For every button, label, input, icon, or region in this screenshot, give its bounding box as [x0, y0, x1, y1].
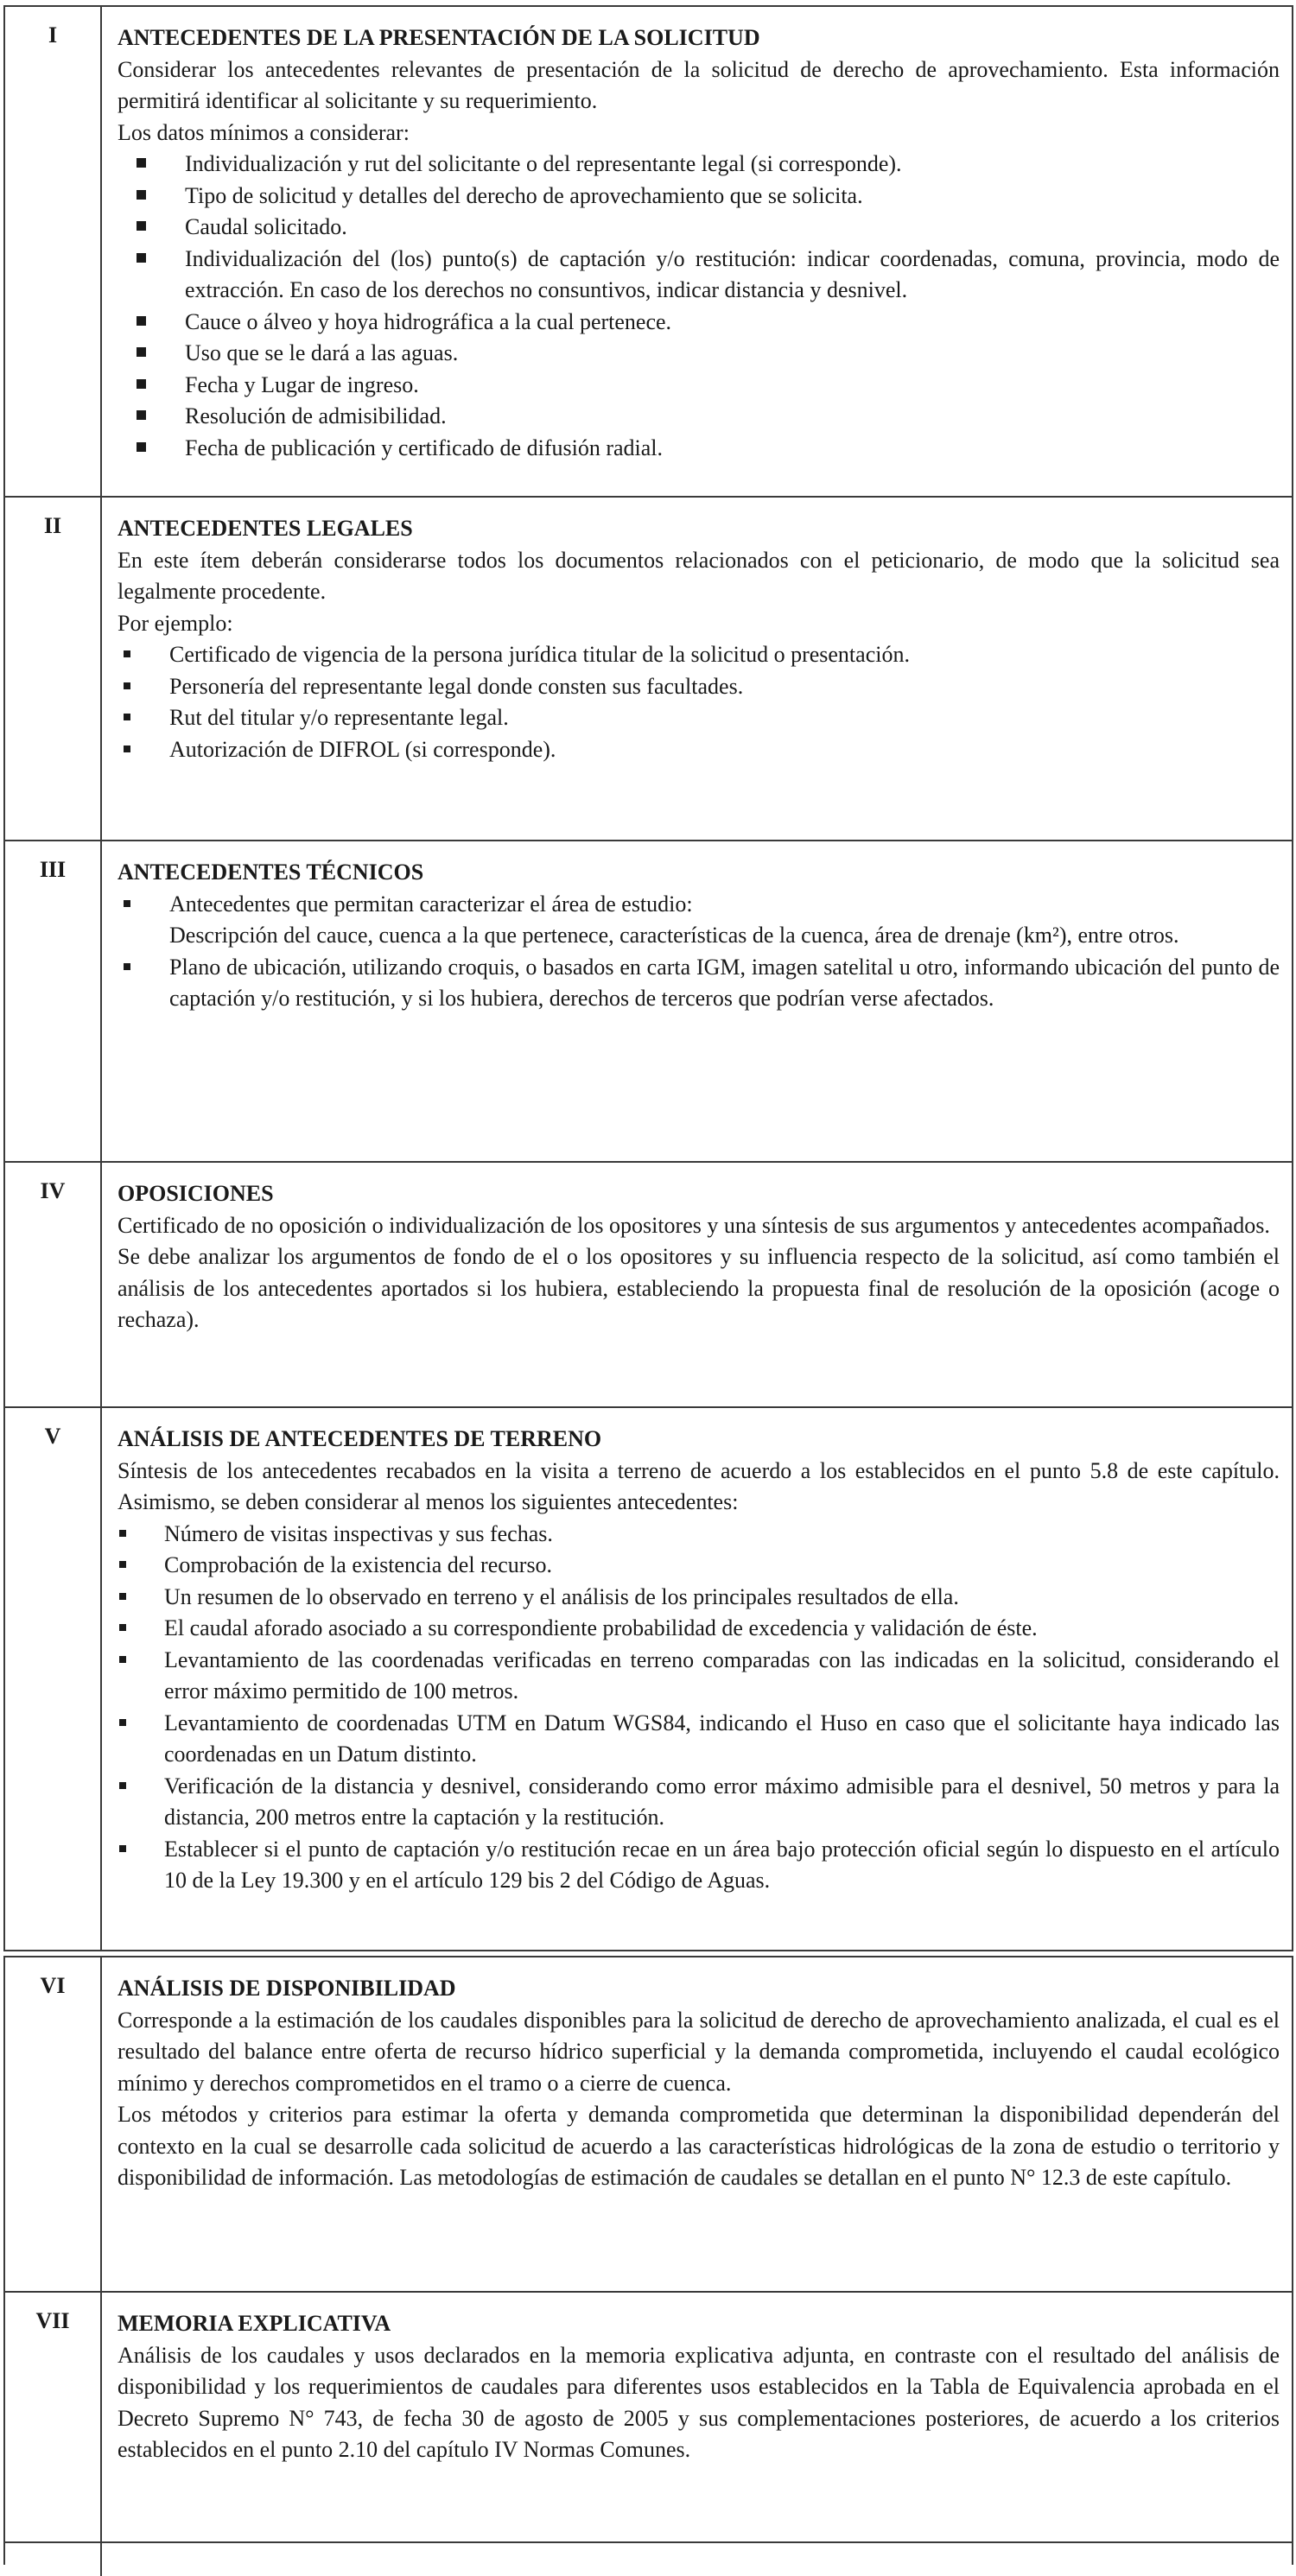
square-bullet-icon: [119, 1719, 126, 1726]
square-bullet-icon: [124, 900, 130, 907]
section-row-iii: [5, 840, 1292, 1161]
requirements-table-1: [3, 5, 1293, 1951]
section-row-i: [5, 7, 1292, 496]
list-item: Individualización y rut del solicitante o del representante legal (si corresponde).: [118, 149, 1280, 181]
section-row-ii: [5, 496, 1292, 840]
bullet-list: [118, 639, 1280, 765]
section-content: [118, 2308, 1280, 2466]
section-paragraph: Considerar los antecedentes relevantes de presentación de la solicitud de derecho de aprovechamiento. Esta información permitirá identificar al solicitante y su requerimiento.: [118, 56, 1280, 113]
list-item: Rut del titular y/o representante legal.: [118, 702, 1280, 734]
square-bullet-icon: [124, 650, 130, 657]
square-bullet-icon: [119, 1656, 126, 1663]
section-row-iv: [5, 1161, 1292, 1406]
list-item: Establecer si el punto de captación y/o restitución recae en un área bajo protección oficial según lo dispuesto en el artículo 10 de la Ley 19.300 y en el artículo 129 bis 2 del Código de Aguas.: [118, 1834, 1280, 1897]
square-bullet-icon: [137, 442, 146, 452]
section-content: [118, 857, 1280, 1015]
list-item: Tipo de solicitud y detalles del derecho de aprovechamiento que se solicita.: [118, 181, 1280, 213]
section-paragraph: En este ítem deberán considerarse todos los documentos relacionados con el peticionario, de modo que la solicitud sea legalmente procedente.: [118, 547, 1280, 604]
list-item: Resolución de admisibilidad.: [118, 401, 1280, 433]
section-content: [118, 1424, 1280, 1897]
list-item-subtext: Descripción del cauce, cuenca a la que pertenece, características de la cuenca, área de drenaje (km²), entre otros.: [169, 923, 1179, 948]
section-number: II: [5, 498, 102, 840]
section-number: I: [5, 7, 102, 496]
list-item: Un resumen de lo observado en terreno y el análisis de los principales resultados de ella.: [118, 1582, 1280, 1614]
section-paragraph: Los métodos y criterios para estimar la oferta y demanda comprometida que determinan la disponibilidad dependerán del contexto en la cual se desarrolle cada solicitud de acuerdo a las características hidrológicas de la zona de estudio o territorio y disponibilidad de información. Las metodologías de estimación de caudales se detallan en el punto N° 12.3 de este capítulo.: [118, 2102, 1280, 2190]
square-bullet-icon: [137, 253, 146, 263]
square-bullet-icon: [137, 190, 146, 200]
section-paragraph: Análisis de los caudales y usos declarados en la memoria explicativa adjunta, en contraste con el resultado del análisis de disponibilidad y los requerimientos de caudales para diferentes usos establecidos en la Tabla de Equivalencia aprobada en el Decreto Supremo N° 743, de fecha 30 de agosto de 2005 y sus complementaciones posteriores, de acuerdo a los criterios establecidos en el punto 2.10 del capítulo IV Normas Comunes.: [118, 2342, 1280, 2462]
square-bullet-icon: [124, 714, 130, 720]
square-bullet-icon: [119, 1624, 126, 1631]
section-title: OPOSICIONES: [118, 1181, 274, 1206]
section-title: ANÁLISIS DE DISPONIBILIDAD: [118, 1976, 456, 2001]
list-item: El caudal aforado asociado a su correspondiente probabilidad de excedencia y validación de éste.: [118, 1613, 1280, 1645]
square-bullet-icon: [137, 347, 146, 357]
square-bullet-icon: [137, 410, 146, 420]
list-item: Fecha y Lugar de ingreso.: [118, 370, 1280, 402]
bullet-list: [118, 149, 1280, 464]
square-bullet-icon: [119, 1561, 126, 1568]
section-paragraph: Los datos mínimos a considerar:: [118, 119, 410, 145]
list-item: Levantamiento de coordenadas UTM en Datum WGS84, indicando el Huso en caso que el solicitante haya indicado las coordenadas en un Datum distinto.: [118, 1708, 1280, 1771]
list-item: Plano de ubicación, utilizando croquis, o basados en carta IGM, imagen satelital u otro, informando ubicación del punto de captación y/o restitución, y si los hubiera, derechos de terceros que podrían verse afectados.: [118, 952, 1280, 1015]
section-row-vii: [5, 2291, 1292, 2541]
section-row-v: [5, 1406, 1292, 1950]
square-bullet-icon: [137, 221, 146, 231]
bullet-list: [118, 889, 1280, 1015]
bullet-list: [118, 1519, 1280, 1897]
square-bullet-icon: [119, 1530, 126, 1537]
square-bullet-icon: [124, 746, 130, 752]
section-title: ANÁLISIS DE ANTECEDENTES DE TERRENO: [118, 1426, 602, 1451]
square-bullet-icon: [119, 1845, 126, 1852]
requirements-table-2: [3, 1956, 1293, 2565]
section-paragraph: Síntesis de los antecedentes recabados en la visita a terreno de acuerdo a los establecidos en el punto 5.8 de este capítulo. Asimismo, se deben considerar al menos los siguientes antecedentes:: [118, 1457, 1280, 1514]
section-title: MEMORIA EXPLICATIVA: [118, 2311, 391, 2336]
square-bullet-icon: [137, 379, 146, 389]
list-item: Certificado de vigencia de la persona jurídica titular de la solicitud o presentación.: [118, 639, 1280, 671]
list-item: Autorización de DIFROL (si corresponde).: [118, 734, 1280, 766]
section-content: [118, 513, 1280, 765]
list-item: Fecha de publicación y certificado de difusión radial.: [118, 433, 1280, 465]
list-item: Personería del representante legal donde consten sus facultades.: [118, 671, 1280, 703]
section-number: III: [5, 841, 102, 1161]
section-row-vi: [5, 1957, 1292, 2291]
list-item: Levantamiento de las coordenadas verificadas en terreno comparadas con las indicadas en la solicitud, considerando el error máximo permitido de 100 metros.: [118, 1645, 1280, 1708]
section-number: IV: [5, 1163, 102, 1406]
section-title: ANTECEDENTES LEGALES: [118, 516, 413, 541]
section-number: VI: [5, 1957, 102, 2291]
section-number-cell: [5, 2543, 102, 2576]
square-bullet-icon: [137, 158, 146, 168]
section-title: ANTECEDENTES DE LA PRESENTACIÓN DE LA SOLICITUD: [118, 25, 760, 50]
section-content: [118, 22, 1280, 464]
section-content: [118, 1178, 1280, 1336]
list-item: Antecedentes que permitan caracterizar el área de estudio: Descripción del cauce, cuenca a la que pertenece, características de la cuenca, área de drenaje (km²), entre otros.: [118, 889, 1280, 952]
list-item: Verificación de la distancia y desnivel, considerando como error máximo admisible para el desnivel, 50 metros y para la distancia, 200 metros entre la captación y la restitución.: [118, 1771, 1280, 1834]
section-paragraph: Corresponde a la estimación de los caudales disponibles para la solicitud de derecho de aprovechamiento analizada, el cual es el resultado del balance entre oferta de recurso hídrico superficial y la demanda comprometida, incluyendo el caudal ecológico mínimo y derechos comprometidos en el tramo o a cierre de cuenca.: [118, 2007, 1280, 2096]
square-bullet-icon: [124, 963, 130, 970]
list-item: Cauce o álveo y hoya hidrográfica a la cual pertenece.: [118, 307, 1280, 339]
section-number: V: [5, 1408, 102, 1950]
list-item: Comprobación de la existencia del recurso.: [118, 1550, 1280, 1582]
section-paragraph: Por ejemplo:: [118, 610, 233, 636]
list-item: Uso que se le dará a las aguas.: [118, 338, 1280, 370]
square-bullet-icon: [119, 1593, 126, 1600]
list-item: Número de visitas inspectivas y sus fechas.: [118, 1519, 1280, 1551]
section-paragraph: Se debe analizar los argumentos de fondo de el o los opositores y su influencia respecto de la solicitud, así como también el análisis de los antecedentes aportados si los hubiera, estableciendo la propuesta final de resolución de la oposición (acoge o rechaza).: [118, 1244, 1280, 1332]
section-number: VII: [5, 2293, 102, 2541]
list-item: Individualización del (los) punto(s) de captación y/o restitución: indicar coordenadas, comuna, provincia, modo de extracción. En caso de los derechos no consuntivos, indicar distancia y desnivel.: [118, 244, 1280, 307]
section-paragraph: Certificado de no oposición o individualización de los opositores y una síntesis de sus argumentos y antecedentes acompañados.: [118, 1212, 1270, 1238]
section-content: [118, 1973, 1280, 2194]
square-bullet-icon: [124, 682, 130, 689]
section-row-next: [5, 2541, 1292, 2576]
section-title: ANTECEDENTES TÉCNICOS: [118, 860, 424, 885]
square-bullet-icon: [137, 316, 146, 326]
list-item: Caudal solicitado.: [118, 212, 1280, 244]
square-bullet-icon: [119, 1782, 126, 1789]
